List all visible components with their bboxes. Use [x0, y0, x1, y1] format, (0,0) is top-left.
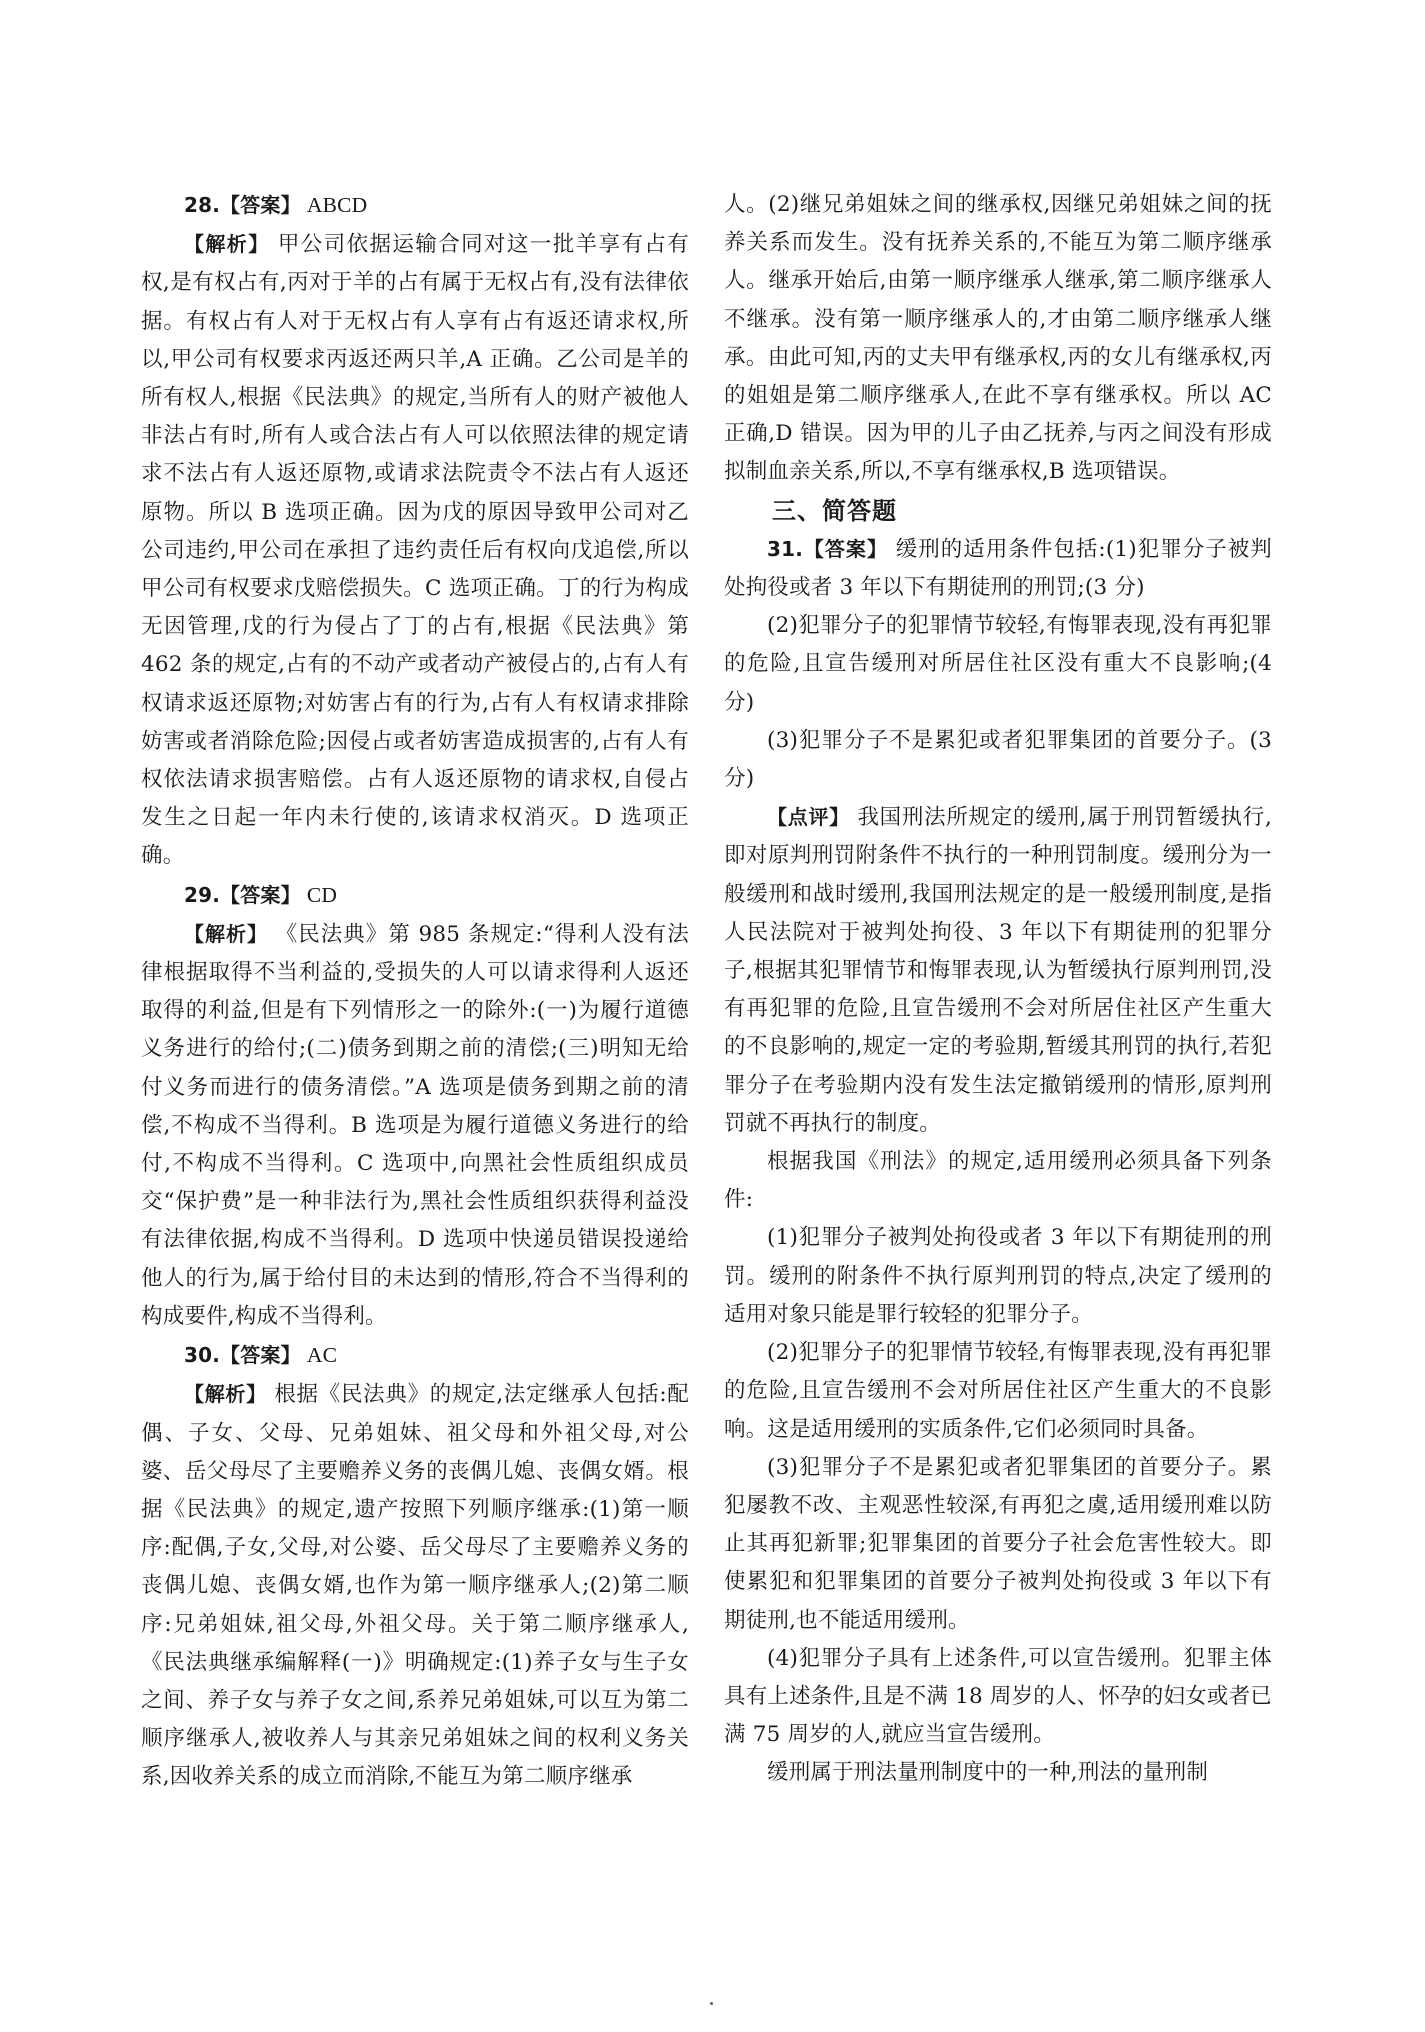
q31-answer-item-2: (2)犯罪分子的犯罪情节较轻,有悔罪表现,没有再犯罪的危险,且宣告缓刑对所居住社区没有重大不良影响;(4 分) [724, 613, 1272, 715]
right-column [724, 186, 1272, 1793]
q29-analysis [141, 915, 689, 1336]
answer-text: 缓刑的适用条件包括:(1)犯罪分子被判处拘役或者 3 年以下有期徒刑的刑罚;(3 分) [724, 536, 1272, 601]
answer-label: 29.【答案】 [184, 882, 301, 907]
q31-answer [724, 530, 1272, 607]
q28-analysis [141, 225, 689, 875]
analysis-text: 《民法典》第 985 条规定:“得利人没有法律根据取得不当利益的,受损失的人可以请求得利人返还取得的利益,但是有下列情形之一的除外:(一)为履行道德义务进行的给付;(二)债务到期之前的清偿;(三)明知无给付义务而进行的债务清偿。”A 选项是债务到期之前的清偿,不构成不当得利。B 选项是为履行道德义务进行的给付,不构成不当得利。C 选项中,向黑社会性质组织成员交“保护费”是一种非法行为,黑社会性质组织获得利益没有法律依据,构成不当得利。D 选项中快递员错误投递给他人的行为,属于给付目的未达到的情形,符合不当得利的构成要件,构成不当得利。 [141, 921, 689, 1329]
q30-analysis [141, 1375, 689, 1796]
q31-answer-item-3: (3)犯罪分子不是累犯或者犯罪集团的首要分子。(3 分) [724, 727, 1272, 792]
analysis-label: 【解析】 [184, 1382, 267, 1407]
scan-speck [710, 2002, 713, 2005]
comment-paragraph: (4)犯罪分子具有上述条件,可以宣告缓刑。犯罪主体具有上述条件,且是不满 18 周岁的人、怀孕的妇女或者已满 75 周岁的人,就应当宣告缓刑。 [724, 1645, 1272, 1748]
answer-label: 31.【答案】 [767, 536, 888, 561]
answer-label: 28.【答案】 [184, 193, 301, 217]
section-heading: 三、简答题 [772, 496, 897, 525]
comment-paragraph: (1)犯罪分子被判处拘役或者 3 年以下有期徒刑的刑罚。缓刑的附条件不执行原判刑罚的特点,决定了缓刑的适用对象只能是罪行较轻的犯罪分子。 [724, 1225, 1272, 1327]
q28-answer [141, 186, 689, 225]
comment-paragraph: 缓刑属于刑法量刑制度中的一种,刑法的量刑制 [767, 1760, 1209, 1786]
left-column [141, 186, 689, 1797]
comment-paragraph: (3)犯罪分子不是累犯或者犯罪集团的首要分子。累犯屡教不改、主观恶性较深,有再犯之虞,适用缓刑难以防止其再犯新罪;犯罪集团的首要分子社会危害性较大。即使累犯和犯罪集团的首要分子被判处拘役或 3 年以下有期徒刑,也不能适用缓刑。 [724, 1454, 1272, 1633]
q30-analysis-continued: 人。(2)继兄弟姐妹之间的继承权,因继兄弟姐妹之间的抚养关系而发生。没有抚养关系的,不能互为第二顺序继承人。继承开始后,由第一顺序继承人继承,第二顺序继承人不继承。没有第一顺序继承人的,才由第二顺序继承人继承。由此可知,丙的丈夫甲有继承权,丙的女儿有继承权,丙的姐姐是第二顺序继承人,在此不享有继承权。所以 AC 正确,D 错误。因为甲的儿子由乙抚养,与丙之间没有形成拟制血亲关系,所以,不享有继承权,B 选项错误。 [724, 192, 1272, 485]
analysis-label: 【解析】 [184, 232, 270, 257]
answer-label: 30.【答案】 [184, 1343, 301, 1368]
answer-value: CD [306, 882, 338, 907]
comment-label: 【点评】 [767, 805, 850, 830]
comment [724, 798, 1272, 1143]
analysis-text: 甲公司依据运输合同对这一批羊享有占有权,是有权占有,丙对于羊的占有属于无权占有,没有法律依据。有权占有人对于无权占有人享有占有返还请求权,所以,甲公司有权要求丙返还两只羊,A 正确。乙公司是羊的所有权人,根据《民法典》的规定,当所有人的财产被他人非法占有时,所有人或合法占有人可以依照法律的规定请求不法占有人返还原物,或请求法院责令不法占有人返还原物。所以 B 选项正确。因为戊的原因导致甲公司对乙公司违约,甲公司在承担了违约责任后有权向戊追偿,所以甲公司有权要求戊赔偿损失。C 选项正确。丁的行为构成无因管理,戊的行为侵占了丁的占有,根据《民法典》第 462 条的规定,占有的不动产或者动产被侵占的,占有人有权请求返还原物;对妨害占有的行为,占有人有权请求排除妨害或者消除危险;因侵占或者妨害造成损害的,占有人有权依法请求损害赔偿。占有人返还原物的请求权,自侵占发生之日起一年内未行使的,该请求权消灭。D 选项正确。 [141, 232, 689, 869]
answer-value: AC [306, 1343, 338, 1368]
analysis-text: 根据《民法典》的规定,法定继承人包括:配偶、子女、父母、兄弟姐妹、祖父母和外祖父母,对公婆、岳父母尽了主要赡养义务的丧偶儿媳、丧偶女婿。根据《民法典》的规定,遗产按照下列顺序继承:(1)第一顺序:配偶,子女,父母,对公婆、岳父母尽了主要赡养义务的丧偶儿媳、丧偶女婿,也作为第一顺序继承人;(2)第二顺序:兄弟姐妹,祖父母,外祖父母。关于第二顺序继承人,《民法典继承编解释(一)》明确规定:(1)养子女与生子女之间、养子女与养子女之间,系养兄弟姐妹,可以互为第二顺序继承人,被收养人与其亲兄弟姐妹之间的权利义务关系,因收养关系的成立而消除,不能互为第二顺序继承 [141, 1382, 689, 1790]
analysis-label: 【解析】 [184, 921, 268, 946]
comment-text: 我国刑法所规定的缓刑,属于刑罚暂缓执行,即对原判刑罚附条件不执行的一种刑罚制度。缓刑分为一般缓刑和战时缓刑,我国刑法规定的是一般缓刑制度,是指人民法院对于被判处拘役、3 年以下有期徒刑的犯罪分子,根据其犯罪情节和悔罪表现,认为暂缓执行原判刑罚,没有再犯罪的危险,且宣告缓刑不会对所居住社区产生重大的不良影响的,规定一定的考验期,暂缓其刑罚的执行,若犯罪分子在考验期内没有发生法定撤销缓刑的情形,原判刑罚就不再执行的制度。 [724, 805, 1272, 1136]
answer-value: ABCD [306, 193, 368, 217]
comment-paragraph: 根据我国《刑法》的规定,适用缓刑必须具备下列条件: [724, 1149, 1272, 1213]
q29-answer [141, 876, 689, 915]
q30-answer [141, 1336, 689, 1375]
comment-paragraph: (2)犯罪分子的犯罪情节较轻,有悔罪表现,没有再犯罪的危险,且宣告缓刑不会对所居住社区产生重大的不良影响。这是适用缓刑的实质条件,它们必须同时具备。 [724, 1340, 1272, 1442]
